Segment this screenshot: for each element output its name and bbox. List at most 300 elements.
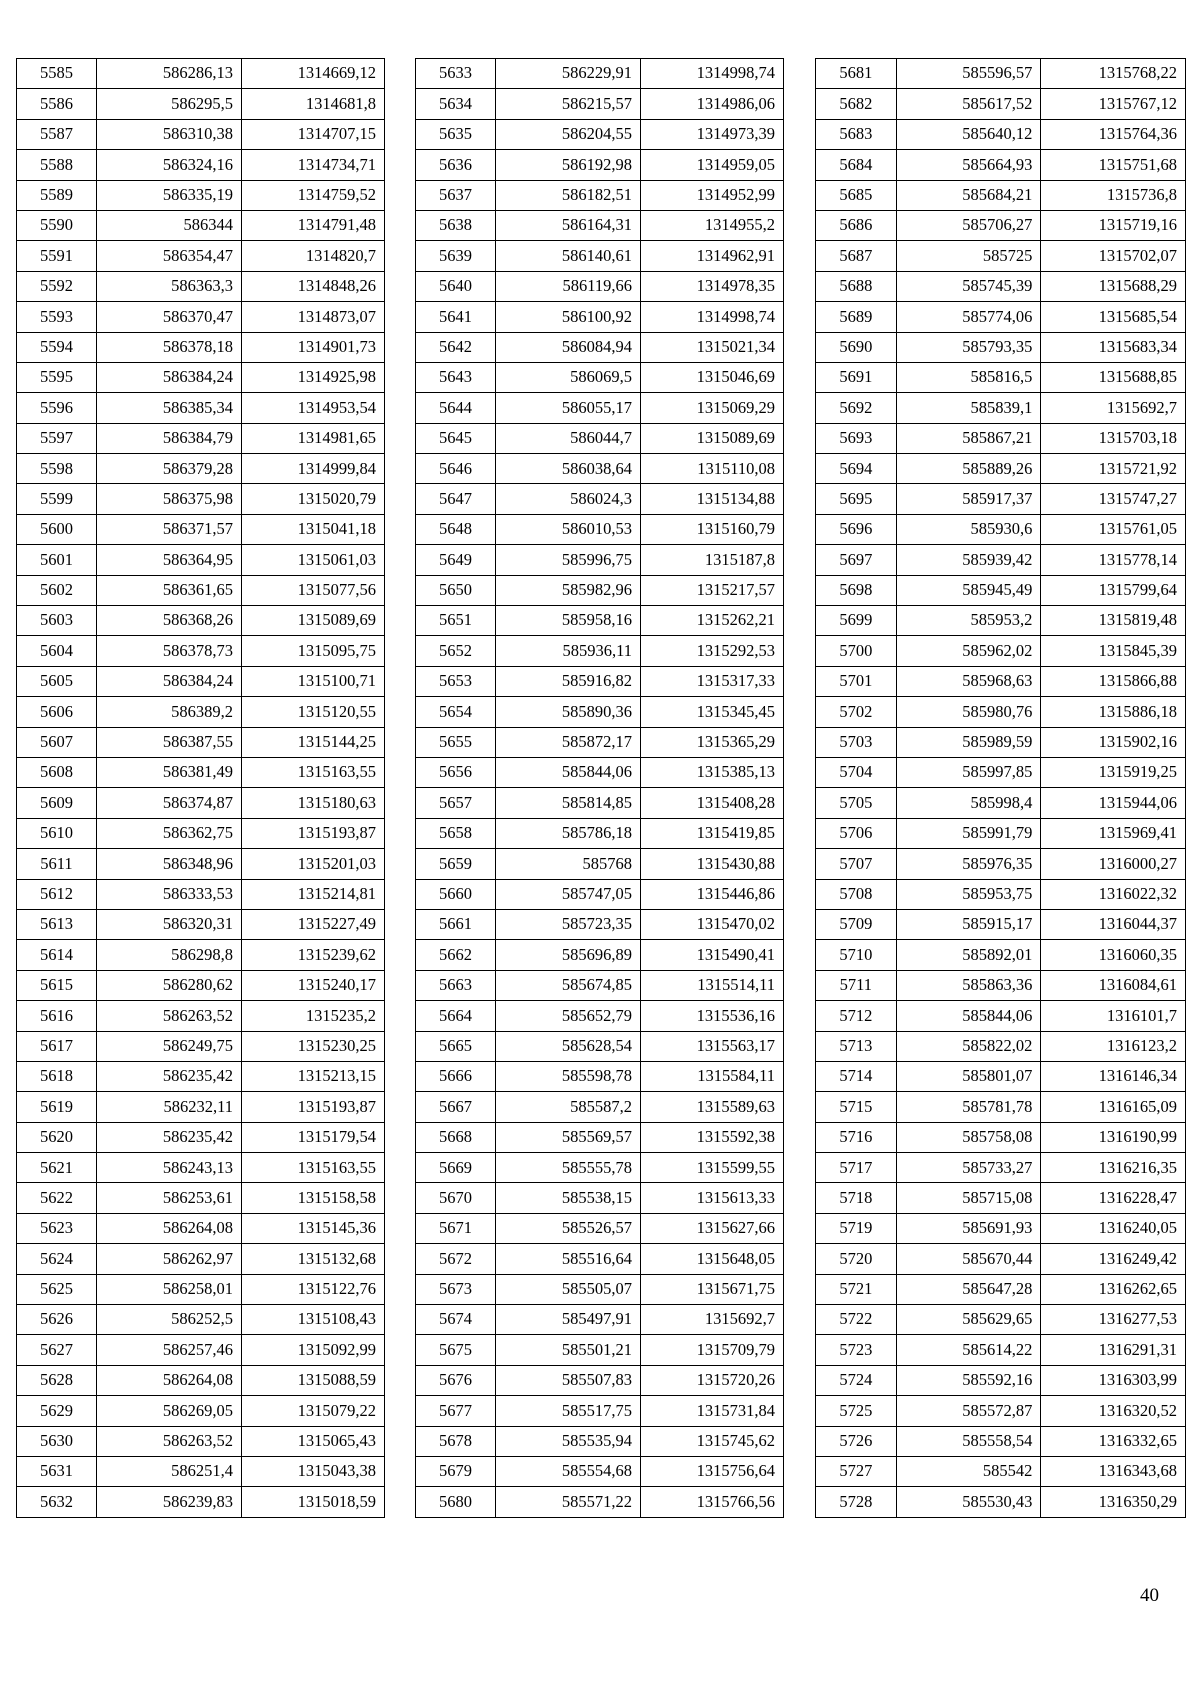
point-number-cell: 5678 — [416, 1426, 496, 1456]
y-coordinate-cell: 1314986,06 — [641, 89, 784, 119]
table-row — [416, 180, 784, 210]
y-coordinate-cell: 1316343,68 — [1041, 1456, 1186, 1486]
y-coordinate-cell: 1315089,69 — [641, 423, 784, 453]
point-number-cell: 5660 — [416, 879, 496, 909]
table-row — [816, 271, 1186, 301]
x-coordinate-cell: 585558,54 — [896, 1426, 1041, 1456]
x-coordinate-cell: 585958,16 — [496, 606, 641, 636]
point-number-cell: 5587 — [17, 119, 97, 149]
point-number-cell: 5701 — [816, 666, 897, 696]
x-coordinate-cell: 586333,53 — [97, 879, 242, 909]
y-coordinate-cell: 1314669,12 — [242, 59, 385, 89]
point-number-cell: 5705 — [816, 788, 897, 818]
y-coordinate-cell: 1315144,25 — [242, 727, 385, 757]
table-row — [816, 818, 1186, 848]
y-coordinate-cell: 1314959,05 — [641, 150, 784, 180]
table-row — [17, 636, 385, 666]
x-coordinate-cell: 586257,46 — [97, 1335, 242, 1365]
table-row — [17, 89, 385, 119]
table-row — [816, 1001, 1186, 1031]
x-coordinate-cell: 585572,87 — [896, 1396, 1041, 1426]
table-row — [816, 970, 1186, 1000]
table-row — [816, 1335, 1186, 1365]
table-row — [416, 1031, 784, 1061]
table-row — [17, 1487, 385, 1517]
point-number-cell: 5700 — [816, 636, 897, 666]
point-number-cell: 5599 — [17, 484, 97, 514]
y-coordinate-cell: 1315179,54 — [242, 1122, 385, 1152]
point-number-cell: 5708 — [816, 879, 897, 909]
table-row — [416, 423, 784, 453]
point-number-cell: 5706 — [816, 818, 897, 848]
point-number-cell: 5688 — [816, 271, 897, 301]
table-row — [816, 1274, 1186, 1304]
y-coordinate-cell: 1314681,8 — [242, 89, 385, 119]
point-number-cell: 5600 — [17, 514, 97, 544]
point-number-cell: 5667 — [416, 1092, 496, 1122]
table-row — [17, 393, 385, 423]
x-coordinate-cell: 585991,79 — [896, 818, 1041, 848]
point-number-cell: 5640 — [416, 271, 496, 301]
point-number-cell: 5691 — [816, 362, 897, 392]
x-coordinate-cell: 586252,5 — [97, 1305, 242, 1335]
x-coordinate-cell: 585706,27 — [896, 210, 1041, 240]
point-number-cell: 5592 — [17, 271, 97, 301]
y-coordinate-cell: 1316303,99 — [1041, 1365, 1186, 1395]
point-number-cell: 5658 — [416, 818, 496, 848]
table-row — [17, 484, 385, 514]
x-coordinate-cell: 585768 — [496, 849, 641, 879]
y-coordinate-cell: 1315761,05 — [1041, 514, 1186, 544]
y-coordinate-cell: 1315703,18 — [1041, 423, 1186, 453]
point-number-cell: 5645 — [416, 423, 496, 453]
point-number-cell: 5677 — [416, 1396, 496, 1426]
x-coordinate-cell: 586164,31 — [496, 210, 641, 240]
table-row — [17, 514, 385, 544]
x-coordinate-cell: 586354,47 — [97, 241, 242, 271]
y-coordinate-cell: 1316240,05 — [1041, 1213, 1186, 1243]
y-coordinate-cell: 1315589,63 — [641, 1092, 784, 1122]
point-number-cell: 5635 — [416, 119, 496, 149]
x-coordinate-cell: 585872,17 — [496, 727, 641, 757]
table-row — [17, 1001, 385, 1031]
table-row — [17, 1396, 385, 1426]
point-number-cell: 5674 — [416, 1305, 496, 1335]
x-coordinate-cell: 585892,01 — [896, 940, 1041, 970]
coordinate-table-1 — [16, 58, 385, 1518]
table-row — [816, 575, 1186, 605]
x-coordinate-cell: 585517,75 — [496, 1396, 641, 1426]
table-row — [416, 727, 784, 757]
x-coordinate-cell: 585758,08 — [896, 1122, 1041, 1152]
point-number-cell: 5654 — [416, 697, 496, 727]
table-row — [416, 940, 784, 970]
y-coordinate-cell: 1315160,79 — [641, 514, 784, 544]
table-row — [416, 788, 784, 818]
x-coordinate-cell: 585915,17 — [896, 909, 1041, 939]
x-coordinate-cell: 585587,2 — [496, 1092, 641, 1122]
table-row — [816, 484, 1186, 514]
point-number-cell: 5727 — [816, 1456, 897, 1486]
x-coordinate-cell: 585526,57 — [496, 1213, 641, 1243]
x-coordinate-cell: 585664,93 — [896, 150, 1041, 180]
y-coordinate-cell: 1315095,75 — [242, 636, 385, 666]
x-coordinate-cell: 585516,64 — [496, 1244, 641, 1274]
table-row — [816, 1061, 1186, 1091]
x-coordinate-cell: 586038,64 — [496, 454, 641, 484]
table-row — [816, 1305, 1186, 1335]
table-row — [17, 210, 385, 240]
y-coordinate-cell: 1315345,45 — [641, 697, 784, 727]
x-coordinate-cell: 586324,16 — [97, 150, 242, 180]
point-number-cell: 5632 — [17, 1487, 97, 1517]
y-coordinate-cell: 1315158,58 — [242, 1183, 385, 1213]
x-coordinate-cell: 586344 — [97, 210, 242, 240]
x-coordinate-cell: 586363,3 — [97, 271, 242, 301]
table-row — [816, 180, 1186, 210]
y-coordinate-cell: 1315514,11 — [641, 970, 784, 1000]
x-coordinate-cell: 586374,87 — [97, 788, 242, 818]
table-row — [416, 1244, 784, 1274]
y-coordinate-cell: 1315745,62 — [641, 1426, 784, 1456]
table-row — [416, 89, 784, 119]
y-coordinate-cell: 1314998,74 — [641, 302, 784, 332]
table-row — [816, 788, 1186, 818]
x-coordinate-cell: 586310,38 — [97, 119, 242, 149]
table-row — [17, 1153, 385, 1183]
table-row — [416, 332, 784, 362]
y-coordinate-cell: 1315230,25 — [242, 1031, 385, 1061]
y-coordinate-cell: 1315046,69 — [641, 362, 784, 392]
x-coordinate-cell: 586384,79 — [97, 423, 242, 453]
x-coordinate-cell: 585916,82 — [496, 666, 641, 696]
x-coordinate-cell: 585617,52 — [896, 89, 1041, 119]
y-coordinate-cell: 1315747,27 — [1041, 484, 1186, 514]
y-coordinate-cell: 1315217,57 — [641, 575, 784, 605]
y-coordinate-cell: 1315969,41 — [1041, 818, 1186, 848]
table-row — [416, 1183, 784, 1213]
point-number-cell: 5644 — [416, 393, 496, 423]
x-coordinate-cell: 585614,22 — [896, 1335, 1041, 1365]
y-coordinate-cell: 1315688,85 — [1041, 362, 1186, 392]
x-coordinate-cell: 585982,96 — [496, 575, 641, 605]
x-coordinate-cell: 585793,35 — [896, 332, 1041, 362]
y-coordinate-cell: 1315430,88 — [641, 849, 784, 879]
point-number-cell: 5686 — [816, 210, 897, 240]
table-row — [17, 59, 385, 89]
y-coordinate-cell: 1315292,53 — [641, 636, 784, 666]
x-coordinate-cell: 586364,95 — [97, 545, 242, 575]
y-coordinate-cell: 1315088,59 — [242, 1365, 385, 1395]
point-number-cell: 5720 — [816, 1244, 897, 1274]
y-coordinate-cell: 1315110,08 — [641, 454, 784, 484]
point-number-cell: 5612 — [17, 879, 97, 909]
table-row — [17, 757, 385, 787]
y-coordinate-cell: 1314981,65 — [242, 423, 385, 453]
x-coordinate-cell: 585814,85 — [496, 788, 641, 818]
table-row — [816, 1213, 1186, 1243]
x-coordinate-cell: 585890,36 — [496, 697, 641, 727]
table-row — [17, 1426, 385, 1456]
y-coordinate-cell: 1316216,35 — [1041, 1153, 1186, 1183]
y-coordinate-cell: 1315089,69 — [242, 606, 385, 636]
y-coordinate-cell: 1314820,7 — [242, 241, 385, 271]
x-coordinate-cell: 586044,7 — [496, 423, 641, 453]
x-coordinate-cell: 586100,92 — [496, 302, 641, 332]
y-coordinate-cell: 1315108,43 — [242, 1305, 385, 1335]
x-coordinate-cell: 585733,27 — [896, 1153, 1041, 1183]
x-coordinate-cell: 585554,68 — [496, 1456, 641, 1486]
table-row — [17, 302, 385, 332]
x-coordinate-cell: 585945,49 — [896, 575, 1041, 605]
table-row — [17, 606, 385, 636]
point-number-cell: 5629 — [17, 1396, 97, 1426]
table-row — [416, 1061, 784, 1091]
x-coordinate-cell: 586235,42 — [97, 1061, 242, 1091]
table-row — [416, 271, 784, 301]
y-coordinate-cell: 1316228,47 — [1041, 1183, 1186, 1213]
x-coordinate-cell: 585980,76 — [896, 697, 1041, 727]
table-row — [416, 666, 784, 696]
point-number-cell: 5689 — [816, 302, 897, 332]
point-number-cell: 5709 — [816, 909, 897, 939]
table-row — [816, 1244, 1186, 1274]
table-row — [416, 484, 784, 514]
table-row — [416, 454, 784, 484]
point-number-cell: 5650 — [416, 575, 496, 605]
y-coordinate-cell: 1314973,39 — [641, 119, 784, 149]
point-number-cell: 5665 — [416, 1031, 496, 1061]
y-coordinate-cell: 1316044,37 — [1041, 909, 1186, 939]
table-row — [816, 940, 1186, 970]
table-row — [816, 454, 1186, 484]
y-coordinate-cell: 1315702,07 — [1041, 241, 1186, 271]
point-number-cell: 5639 — [416, 241, 496, 271]
y-coordinate-cell: 1315719,16 — [1041, 210, 1186, 240]
point-number-cell: 5624 — [17, 1244, 97, 1274]
point-number-cell: 5669 — [416, 1153, 496, 1183]
y-coordinate-cell: 1314978,35 — [641, 271, 784, 301]
x-coordinate-cell: 585501,21 — [496, 1335, 641, 1365]
x-coordinate-cell: 585530,43 — [896, 1487, 1041, 1517]
table-row — [416, 818, 784, 848]
point-number-cell: 5712 — [816, 1001, 897, 1031]
y-coordinate-cell: 1316165,09 — [1041, 1092, 1186, 1122]
page-number: 40 — [1140, 1585, 1159, 1606]
x-coordinate-cell: 586381,49 — [97, 757, 242, 787]
point-number-cell: 5615 — [17, 970, 97, 1000]
point-number-cell: 5618 — [17, 1061, 97, 1091]
point-number-cell: 5704 — [816, 757, 897, 787]
point-number-cell: 5589 — [17, 180, 97, 210]
x-coordinate-cell: 585781,78 — [896, 1092, 1041, 1122]
y-coordinate-cell: 1314901,73 — [242, 332, 385, 362]
table-row — [416, 697, 784, 727]
point-number-cell: 5713 — [816, 1031, 897, 1061]
table-row — [816, 302, 1186, 332]
y-coordinate-cell: 1315134,88 — [641, 484, 784, 514]
x-coordinate-cell: 585535,94 — [496, 1426, 641, 1456]
table-row — [17, 1244, 385, 1274]
point-number-cell: 5668 — [416, 1122, 496, 1152]
y-coordinate-cell: 1316101,7 — [1041, 1001, 1186, 1031]
y-coordinate-cell: 1314791,48 — [242, 210, 385, 240]
x-coordinate-cell: 585640,12 — [896, 119, 1041, 149]
table-row — [17, 362, 385, 392]
y-coordinate-cell: 1315180,63 — [242, 788, 385, 818]
point-number-cell: 5659 — [416, 849, 496, 879]
x-coordinate-cell: 585569,57 — [496, 1122, 641, 1152]
y-coordinate-cell: 1315385,13 — [641, 757, 784, 787]
table-row — [17, 1213, 385, 1243]
point-number-cell: 5585 — [17, 59, 97, 89]
x-coordinate-cell: 585745,39 — [896, 271, 1041, 301]
y-coordinate-cell: 1315756,64 — [641, 1456, 784, 1486]
table-row — [816, 666, 1186, 696]
table-row — [416, 970, 784, 1000]
y-coordinate-cell: 1315041,18 — [242, 514, 385, 544]
table-row — [17, 1183, 385, 1213]
x-coordinate-cell: 585628,54 — [496, 1031, 641, 1061]
point-number-cell: 5715 — [816, 1092, 897, 1122]
point-number-cell: 5620 — [17, 1122, 97, 1152]
x-coordinate-cell: 586253,61 — [97, 1183, 242, 1213]
x-coordinate-cell: 586335,19 — [97, 180, 242, 210]
table-row — [816, 332, 1186, 362]
table-row — [416, 575, 784, 605]
table-row — [416, 545, 784, 575]
y-coordinate-cell: 1315122,76 — [242, 1274, 385, 1304]
table-row — [816, 89, 1186, 119]
table-row — [17, 1456, 385, 1486]
point-number-cell: 5676 — [416, 1365, 496, 1395]
x-coordinate-cell: 585930,6 — [896, 514, 1041, 544]
table-row — [416, 879, 784, 909]
x-coordinate-cell: 586024,3 — [496, 484, 641, 514]
y-coordinate-cell: 1315584,11 — [641, 1061, 784, 1091]
point-number-cell: 5593 — [17, 302, 97, 332]
point-number-cell: 5608 — [17, 757, 97, 787]
x-coordinate-cell: 586262,97 — [97, 1244, 242, 1274]
table-row — [816, 757, 1186, 787]
table-row — [416, 636, 784, 666]
point-number-cell: 5695 — [816, 484, 897, 514]
table-row — [416, 119, 784, 149]
point-number-cell: 5684 — [816, 150, 897, 180]
point-number-cell: 5719 — [816, 1213, 897, 1243]
table-row — [416, 1426, 784, 1456]
x-coordinate-cell: 585723,35 — [496, 909, 641, 939]
table-row — [816, 1396, 1186, 1426]
point-number-cell: 5726 — [816, 1426, 897, 1456]
point-number-cell: 5595 — [17, 362, 97, 392]
x-coordinate-cell: 586269,05 — [97, 1396, 242, 1426]
point-number-cell: 5616 — [17, 1001, 97, 1031]
point-number-cell: 5598 — [17, 454, 97, 484]
x-coordinate-cell: 586258,01 — [97, 1274, 242, 1304]
y-coordinate-cell: 1315213,15 — [242, 1061, 385, 1091]
x-coordinate-cell: 585867,21 — [896, 423, 1041, 453]
y-coordinate-cell: 1314734,71 — [242, 150, 385, 180]
point-number-cell: 5675 — [416, 1335, 496, 1365]
table-row — [17, 1305, 385, 1335]
x-coordinate-cell: 585844,06 — [496, 757, 641, 787]
point-number-cell: 5714 — [816, 1061, 897, 1091]
point-number-cell: 5643 — [416, 362, 496, 392]
table-row — [416, 1153, 784, 1183]
point-number-cell: 5702 — [816, 697, 897, 727]
table-row — [17, 241, 385, 271]
y-coordinate-cell: 1314759,52 — [242, 180, 385, 210]
y-coordinate-cell: 1315193,87 — [242, 818, 385, 848]
point-number-cell: 5697 — [816, 545, 897, 575]
x-coordinate-cell: 586348,96 — [97, 849, 242, 879]
point-number-cell: 5671 — [416, 1213, 496, 1243]
table-row — [416, 1213, 784, 1243]
table-row — [816, 119, 1186, 149]
table-row — [816, 150, 1186, 180]
point-number-cell: 5655 — [416, 727, 496, 757]
y-coordinate-cell: 1315613,33 — [641, 1183, 784, 1213]
x-coordinate-cell: 585674,85 — [496, 970, 641, 1000]
x-coordinate-cell: 585571,22 — [496, 1487, 641, 1517]
table-row — [17, 119, 385, 149]
y-coordinate-cell: 1315819,48 — [1041, 606, 1186, 636]
x-coordinate-cell: 586371,57 — [97, 514, 242, 544]
point-number-cell: 5623 — [17, 1213, 97, 1243]
point-number-cell: 5597 — [17, 423, 97, 453]
x-coordinate-cell: 586379,28 — [97, 454, 242, 484]
table-row — [416, 241, 784, 271]
point-number-cell: 5693 — [816, 423, 897, 453]
table-row — [816, 636, 1186, 666]
y-coordinate-cell: 1315419,85 — [641, 818, 784, 848]
table-row — [416, 1092, 784, 1122]
point-number-cell: 5723 — [816, 1335, 897, 1365]
x-coordinate-cell: 585652,79 — [496, 1001, 641, 1031]
x-coordinate-cell: 585592,16 — [896, 1365, 1041, 1395]
y-coordinate-cell: 1315751,68 — [1041, 150, 1186, 180]
table-row — [17, 818, 385, 848]
y-coordinate-cell: 1314962,91 — [641, 241, 784, 271]
y-coordinate-cell: 1315365,29 — [641, 727, 784, 757]
y-coordinate-cell: 1315446,86 — [641, 879, 784, 909]
table-row — [416, 1122, 784, 1152]
table-row — [816, 393, 1186, 423]
point-number-cell: 5653 — [416, 666, 496, 696]
point-number-cell: 5707 — [816, 849, 897, 879]
x-coordinate-cell: 585684,21 — [896, 180, 1041, 210]
point-number-cell: 5641 — [416, 302, 496, 332]
y-coordinate-cell: 1315020,79 — [242, 484, 385, 514]
x-coordinate-cell: 585507,83 — [496, 1365, 641, 1395]
x-coordinate-cell: 585997,85 — [896, 757, 1041, 787]
point-number-cell: 5642 — [416, 332, 496, 362]
point-number-cell: 5591 — [17, 241, 97, 271]
x-coordinate-cell: 585996,75 — [496, 545, 641, 575]
point-number-cell: 5604 — [17, 636, 97, 666]
x-coordinate-cell: 585968,63 — [896, 666, 1041, 696]
x-coordinate-cell: 585691,93 — [896, 1213, 1041, 1243]
y-coordinate-cell: 1315692,7 — [641, 1305, 784, 1335]
point-number-cell: 5692 — [816, 393, 897, 423]
point-number-cell: 5694 — [816, 454, 897, 484]
y-coordinate-cell: 1315262,21 — [641, 606, 784, 636]
point-number-cell: 5610 — [17, 818, 97, 848]
x-coordinate-cell: 586204,55 — [496, 119, 641, 149]
y-coordinate-cell: 1314848,26 — [242, 271, 385, 301]
y-coordinate-cell: 1315065,43 — [242, 1426, 385, 1456]
